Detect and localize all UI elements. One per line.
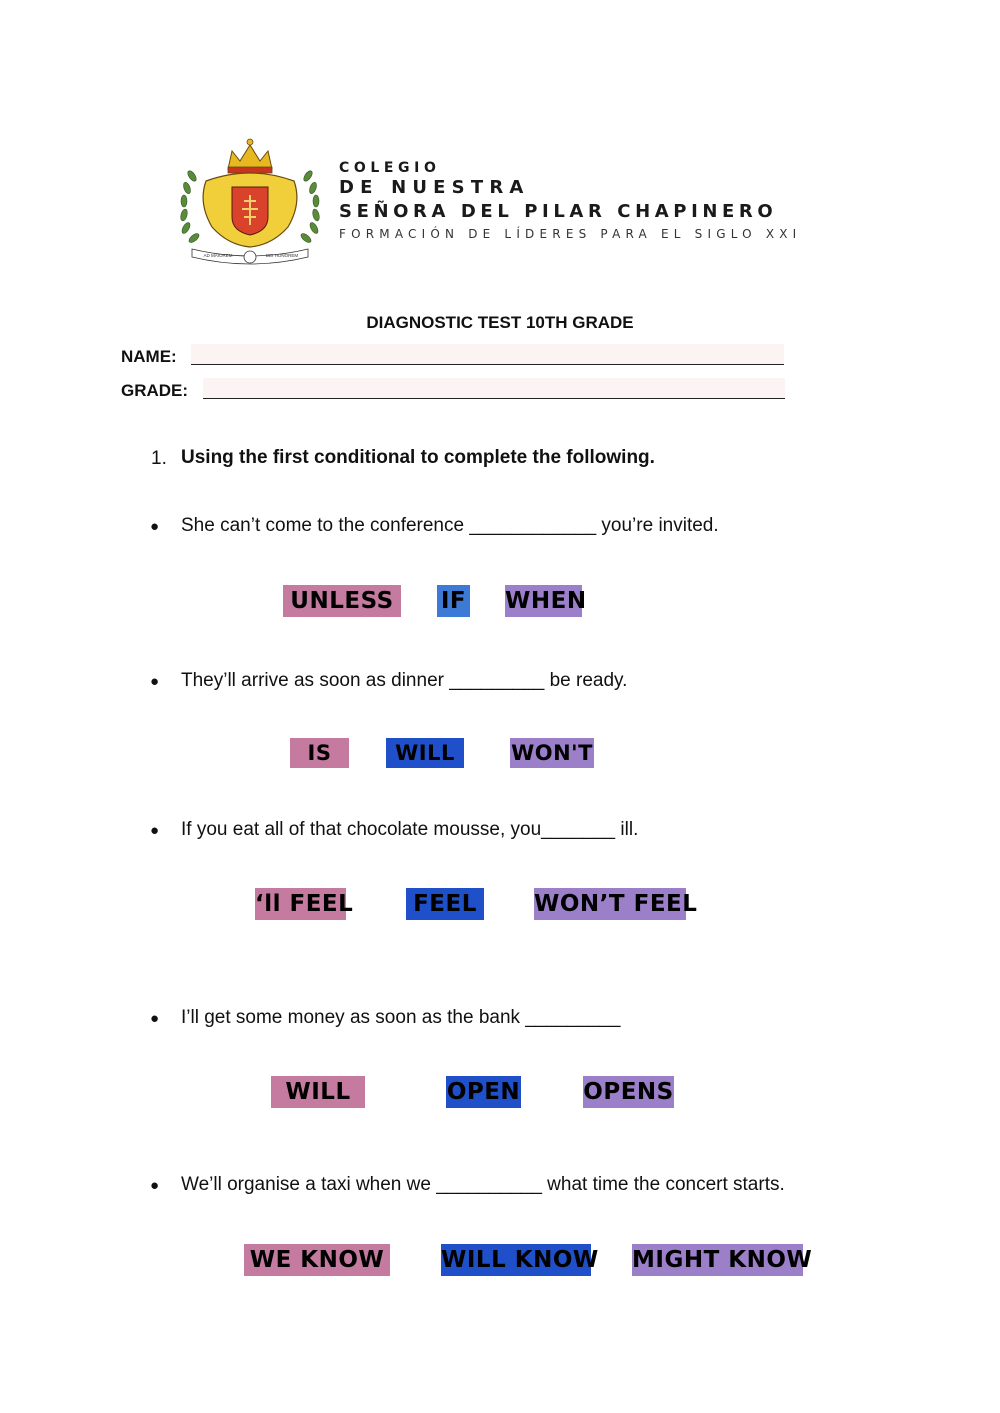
option-open[interactable]: OPEN [446,1076,521,1108]
bullet-icon: ● [150,1177,160,1194]
option-when[interactable]: WHEN [505,585,582,617]
item-sentence: She can’t come to the conference ____________ you’re invited. [181,515,719,536]
school-name-line-2: DE NUESTRA [339,177,530,198]
bullet-icon: ● [150,822,160,839]
question-number: 1. [151,448,167,469]
option-we-know[interactable]: WE KNOW [244,1244,390,1276]
bullet-icon: ● [150,1010,160,1027]
option-might-know[interactable]: MIGHT KNOW [632,1244,803,1276]
question-instruction: Using the first conditional to complete the following. [181,447,655,468]
grade-field[interactable] [203,378,785,399]
option-will-know[interactable]: WILL KNOW [441,1244,591,1276]
crest-motto-right: DEI HONOREM [265,253,299,258]
option-wont-feel[interactable]: WON’T FEEL [534,888,686,920]
option-unless[interactable]: UNLESS [283,585,401,617]
option-if[interactable]: IF [437,585,470,617]
option-will[interactable]: WILL [386,738,464,768]
school-motto: FORMACIÓN DE LÍDERES PARA EL SIGLO XXI [339,227,802,241]
page-title: DIAGNOSTIC TEST 10TH GRADE [366,313,634,332]
item-sentence: We’ll organise a taxi when we __________ what time the concert starts. [181,1174,785,1195]
item-sentence: I’ll get some money as soon as the bank _________ [181,1007,621,1028]
school-name-line-1: COLEGIO [339,160,441,176]
item-sentence: If you eat all of that chocolate mousse, you_______ ill. [181,819,639,840]
bullet-icon: ● [150,518,160,535]
option-will[interactable]: WILL [271,1076,365,1108]
bullet-icon: ● [150,673,160,690]
name-field[interactable] [191,344,784,365]
crest-motto-left: AD MAIOREM [203,253,233,258]
option-ll-feel[interactable]: ‘ll FEEL [255,888,346,920]
option-wont[interactable]: WON'T [510,738,594,768]
school-name-line-3: SEÑORA DEL PILAR CHAPINERO [339,201,778,222]
option-opens[interactable]: OPENS [583,1076,674,1108]
grade-label: GRADE: [121,381,189,400]
name-label: NAME: [121,347,177,366]
option-feel[interactable]: FEEL [406,888,484,920]
item-sentence: They’ll arrive as soon as dinner _________ be ready. [181,670,628,691]
option-is[interactable]: IS [290,738,349,768]
school-crest-icon [176,133,324,265]
